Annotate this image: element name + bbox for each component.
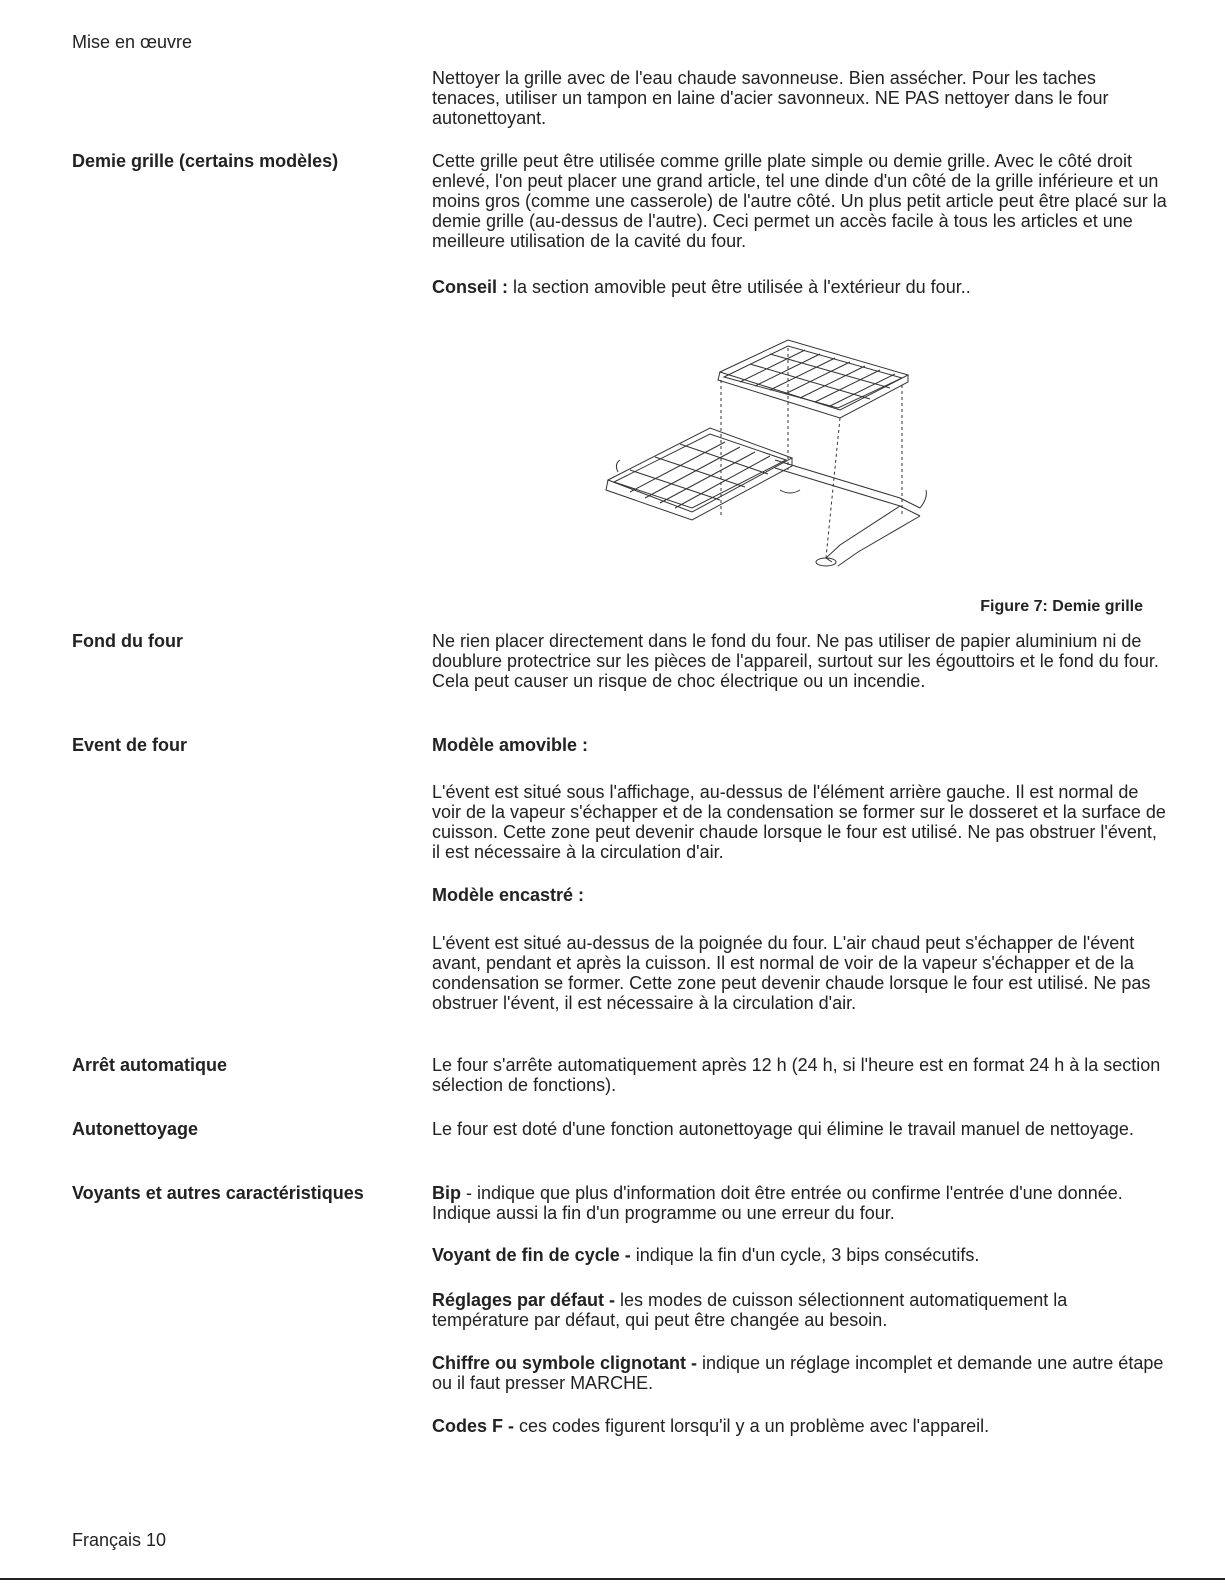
voyant-item-label: Réglages par défaut - <box>432 1290 616 1310</box>
voyant-item-label: Voyant de fin de cycle - <box>432 1245 631 1265</box>
bottom-rule <box>0 1578 1225 1580</box>
heading-fond-du-four: Fond du four <box>72 631 183 651</box>
voyant-item <box>432 1183 1167 1223</box>
voyant-item <box>432 1353 1167 1393</box>
upper-rack-frame <box>720 340 908 410</box>
tip-paragraph <box>432 277 1167 297</box>
half-rack-figure <box>600 330 960 585</box>
voyant-item <box>432 1290 1167 1330</box>
heading-arret-automatique: Arrêt automatique <box>72 1055 228 1075</box>
page-footer: Français 10 <box>72 1530 167 1550</box>
voyant-item-label: Bip <box>432 1183 461 1203</box>
arret-paragraph: Le four s'arrête automatiquement après 12 h (24 h, si l'heure est en format 24 h à la section sélection de fonctions). <box>432 1055 1161 1095</box>
tip-label: Conseil : <box>432 277 509 297</box>
tip-text: la section amovible peut être utilisée à l'extérieur du four.. <box>508 277 971 297</box>
lower-rack-frame <box>608 428 792 512</box>
heading-autonettoyage: Autonettoyage <box>72 1119 198 1139</box>
heading-demie-grille: Demie grille (certains modèles) <box>72 151 339 171</box>
intro-paragraph: Nettoyer la grille avec de l'eau chaude savonneuse. Bien assécher. Pour les taches tenaces, utiliser un tampon en laine d'acier savonneux. NE PAS nettoyer dans le four autonettoyant. <box>432 68 1109 128</box>
voyant-item-text: indique la fin d'un cycle, 3 bips consécutifs. <box>630 1245 980 1265</box>
demie-grille-paragraph: Cette grille peut être utilisée comme grille plate simple ou demie grille. Avec le côté droit enlevé, l'on peut placer une grand article, tel une dinde d'un côté de la grille inférieure et un moins gros (comme une casserole) de l'autre côté. Un plus petit article peut être placé sur la demie grille (au-dessus de l'autre). Ceci permet un accès facile à tous les articles et une meilleure utilisation de la cavité du four. <box>432 151 1167 251</box>
event-encastre-paragraph: L'évent est situé au-dessus de la poignée du four. L'air chaud peut s'échapper de l'évent avant, pendant et après la cuisson. Il est normal de voir de la vapeur s'échapper et de la condensation se former. Cette zone peut devenir chaude lorsque le four est utilisé. Ne pas obstruer l'évent, il est nécessaire à la circulation d'air. <box>432 933 1151 1013</box>
voyant-item <box>432 1416 1167 1436</box>
heading-event-de-four: Event de four <box>72 735 188 755</box>
heading-voyants: Voyants et autres caractéristiques <box>72 1183 364 1203</box>
subheading-modele-encastre: Modèle encastré : <box>432 885 585 905</box>
page-header: Mise en œuvre <box>72 32 193 52</box>
autonettoyage-paragraph: Le four est doté d'une fonction autonettoyage qui élimine le travail manuel de nettoyage. <box>432 1119 1134 1139</box>
subheading-modele-amovible: Modèle amovible : <box>432 735 589 755</box>
voyant-item-text: indique un réglage incomplet et demande une autre étape ou il faut presser MARCHE. <box>432 1353 1164 1393</box>
voyant-item-text: ces codes figurent lorsqu'il y a un problème avec l'appareil. <box>514 1416 990 1436</box>
voyant-item-text: - indique que plus d'information doit être entrée ou confirme l'entrée d'une donnée. Indique aussi la fin d'un programme ou une erreur du four. <box>432 1183 1123 1223</box>
voyant-item-text: les modes de cuisson sélectionnent automatiquement la température par défaut, qui peut être changée au besoin. <box>432 1290 1068 1330</box>
event-amovible-paragraph: L'évent est situé sous l'affichage, au-dessus de l'élément arrière gauche. Il est normal de voir de la vapeur s'échapper et de la condensation se former sur le dosseret et la surface de cuisson. Cette zone peut devenir chaude lorsque le four est utilisé. Ne pas obstruer l'évent, il est nécessaire à la circulation d'air. <box>432 782 1166 862</box>
voyant-item-label: Codes F - <box>432 1416 515 1436</box>
half-rack-illustration <box>600 330 960 585</box>
voyant-item <box>432 1245 1167 1265</box>
fond-paragraph: Ne rien placer directement dans le fond du four. Ne pas utiliser de papier aluminium ni de doublure protectrice sur les pièces de l'appareil, surtout sur les égouttoirs et le fond du four. Cela peut causer un risque de choc électrique ou un incendie. <box>432 631 1159 691</box>
figure-caption: Figure 7: Demie grille <box>980 598 1143 615</box>
voyant-item-label: Chiffre ou symbole clignotant - <box>432 1353 698 1373</box>
